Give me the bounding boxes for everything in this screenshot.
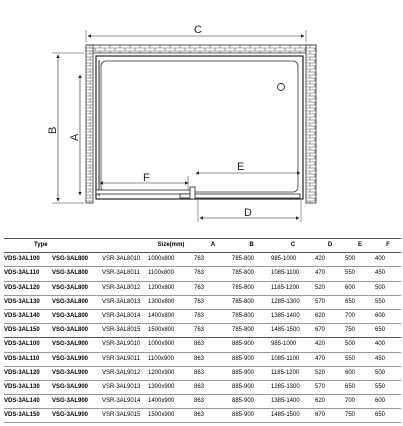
door-handle [190, 187, 195, 199]
wall-top [86, 45, 316, 53]
cell-a: 763 [194, 256, 205, 263]
cell-d: 620 [315, 313, 326, 320]
cell-b: 785-800 [232, 256, 255, 263]
cell-model-vds: VDS-3AL100 [4, 341, 40, 348]
cell-e: 600 [345, 284, 356, 291]
cell-model-vsr: VSR-3AL8014 [102, 313, 141, 320]
table-header-row [4, 239, 401, 253]
cell-c: 1185-1200 [271, 284, 300, 291]
cell-d: 570 [315, 383, 326, 390]
cell-size: 1200x800 [148, 284, 175, 291]
cell-e: 500 [345, 341, 356, 348]
table-row [4, 253, 401, 267]
fixed-glass-panel [96, 190, 194, 194]
table-row [4, 409, 401, 423]
cell-d: 520 [315, 369, 326, 376]
cell-model-vds: VDS-3AL150 [4, 327, 40, 334]
cell-model-vsr: VSR-3AL8011 [102, 270, 140, 277]
cell-model-vsr: VSR-3AL8013 [102, 298, 141, 305]
cell-size: 1100x900 [148, 355, 174, 362]
cell-model-vds: VDS-3AL100 [4, 256, 40, 263]
cell-model-vds: VDS-3AL130 [4, 298, 40, 305]
table-row [4, 295, 401, 309]
dim-f-label: F [143, 172, 150, 184]
header-b: B [249, 242, 254, 249]
header-d: D [327, 242, 333, 249]
header-f: F [386, 242, 390, 249]
dim-d-label: D [244, 207, 252, 219]
header-a: A [210, 242, 216, 249]
cell-a: 863 [194, 383, 205, 390]
cell-a: 763 [194, 298, 205, 305]
table-row [4, 281, 401, 295]
cell-model-vds: VDS-3AL130 [4, 383, 40, 390]
cell-model-vsg: VSG-3AL900 [52, 383, 89, 390]
cell-b: 885-900 [232, 369, 255, 376]
header-blank-2 [102, 239, 148, 253]
header-blank-1 [52, 239, 102, 253]
cell-model-vds: VDS-3AL140 [4, 398, 40, 405]
cell-a: 863 [194, 355, 205, 362]
cell-model-vsg: VSG-3AL800 [52, 313, 89, 320]
cell-model-vsg: VSG-3AL900 [52, 398, 89, 405]
cell-b: 885-900 [232, 383, 255, 390]
table-row [4, 395, 401, 409]
cell-c: 985-1000 [271, 341, 297, 348]
cell-c: 985-1000 [271, 256, 297, 263]
cell-a: 863 [194, 341, 205, 348]
cell-size: 1300x800 [148, 298, 175, 305]
cell-model-vsr: VSR-3AL8015 [102, 327, 141, 334]
cell-d: 620 [315, 398, 326, 405]
cell-a: 763 [194, 313, 205, 320]
cell-f: 500 [375, 284, 386, 291]
cell-e: 500 [345, 256, 356, 263]
table-row [4, 366, 401, 380]
cell-f: 450 [375, 270, 386, 277]
cell-e: 700 [345, 398, 356, 405]
dim-b-label: B [47, 126, 59, 134]
cell-a: 763 [194, 284, 205, 291]
cell-model-vsr: VSR-3AL8010 [102, 256, 141, 263]
cell-model-vsg: VSG-3AL800 [52, 284, 89, 291]
cell-c: 1285-1300 [271, 383, 300, 390]
cell-f: 650 [375, 327, 386, 334]
cell-model-vsg: VSG-3AL800 [52, 270, 89, 277]
cell-e: 750 [345, 327, 356, 334]
cell-model-vsr: VSR-3AL9015 [102, 412, 141, 419]
cell-d: 670 [315, 327, 326, 334]
cell-f: 400 [375, 341, 386, 348]
cell-c: 1385-1400 [271, 313, 300, 320]
shower-tray-inner [101, 61, 298, 192]
dim-e-label: E [237, 161, 245, 173]
cell-model-vsr: VSR-3AL9011 [102, 355, 140, 362]
cell-f: 550 [375, 383, 386, 390]
cell-b: 785-800 [232, 284, 255, 291]
table-row [4, 324, 401, 338]
cell-a: 863 [194, 398, 205, 405]
cell-e: 650 [345, 383, 356, 390]
cell-e: 750 [345, 412, 356, 419]
cell-model-vsg: VSG-3AL800 [52, 327, 89, 334]
cell-d: 670 [315, 412, 326, 419]
cell-model-vsg: VSG-3AL900 [52, 369, 89, 376]
cell-f: 500 [375, 369, 386, 376]
cell-f: 600 [375, 398, 386, 405]
cell-e: 700 [345, 313, 356, 320]
cell-e: 650 [345, 298, 356, 305]
cell-model-vds: VDS-3AL120 [4, 284, 40, 291]
specification-table [4, 238, 401, 423]
cell-c: 1285-1300 [271, 298, 300, 305]
cell-d: 420 [315, 256, 326, 263]
cell-b: 785-800 [232, 313, 255, 320]
cell-model-vsg: VSG-3AL800 [52, 256, 89, 263]
cell-model-vds: VDS-3AL140 [4, 313, 40, 320]
sliding-door-glass [180, 194, 300, 198]
cell-size: 1400x800 [148, 313, 175, 320]
cell-size: 1300x900 [148, 383, 175, 390]
cell-size: 1100x800 [148, 270, 174, 277]
cell-model-vsg: VSG-3AL800 [52, 298, 89, 305]
cell-b: 885-900 [232, 398, 255, 405]
wall-right [306, 45, 316, 203]
cell-model-vds: VDS-3AL120 [4, 369, 40, 376]
cell-size: 1500x800 [148, 327, 175, 334]
cell-c: 1185-1200 [271, 369, 300, 376]
cell-a: 863 [194, 369, 205, 376]
cell-model-vds: VDS-3AL110 [4, 270, 40, 277]
cell-size: 1000x900 [148, 341, 175, 348]
cell-c: 1085-1100 [271, 270, 300, 277]
table-row [4, 267, 401, 281]
drain-icon [278, 84, 285, 91]
cell-model-vsr: VSR-3AL9013 [102, 383, 141, 390]
cell-c: 1385-1400 [271, 398, 300, 405]
shower-tray-outer [96, 56, 303, 199]
cell-b: 785-800 [232, 327, 255, 334]
header-c: C [290, 242, 296, 249]
cell-size: 1400x900 [148, 398, 175, 405]
cell-model-vsr: VSR-3AL9012 [102, 369, 141, 376]
cell-d: 570 [315, 298, 326, 305]
cell-model-vds: VDS-3AL150 [4, 412, 40, 419]
table-row [4, 309, 401, 323]
wall-left [86, 45, 93, 203]
header-e: E [357, 242, 362, 249]
cell-model-vsr: VSR-3AL8012 [102, 284, 141, 291]
cell-d: 420 [315, 341, 326, 348]
cell-model-vds: VDS-3AL110 [4, 355, 40, 362]
cell-e: 600 [345, 369, 356, 376]
cell-b: 885-900 [232, 355, 255, 362]
table-row [4, 338, 401, 352]
table-row [4, 352, 401, 366]
cell-size: 1500x900 [148, 412, 175, 419]
cell-d: 520 [315, 284, 326, 291]
cell-model-vsr: VSR-3AL9014 [102, 398, 141, 405]
cell-c: 1485-1500 [271, 327, 300, 334]
cell-f: 650 [375, 412, 386, 419]
cell-model-vsg: VSG-3AL900 [52, 412, 89, 419]
cell-a: 863 [194, 412, 205, 419]
cell-b: 885-900 [232, 341, 255, 348]
cell-e: 550 [345, 270, 356, 277]
cell-c: 1485-1500 [271, 412, 300, 419]
cell-e: 550 [345, 355, 356, 362]
cell-b: 885-900 [232, 412, 255, 419]
cell-b: 785-800 [232, 298, 255, 305]
cell-f: 600 [375, 313, 386, 320]
cell-a: 763 [194, 327, 205, 334]
dim-c-label: C [194, 24, 202, 36]
table-row [4, 380, 401, 394]
cell-model-vsg: VSG-3AL900 [52, 341, 89, 348]
cell-f: 450 [375, 355, 386, 362]
cell-c: 1085-1100 [271, 355, 300, 362]
cell-a: 763 [194, 270, 205, 277]
cell-f: 400 [375, 256, 386, 263]
cell-model-vsr: VSR-3AL9010 [102, 341, 141, 348]
cell-size: 1200x900 [148, 369, 175, 376]
header-size: Size(mm) [157, 242, 185, 249]
cell-b: 785-800 [232, 270, 255, 277]
cell-f: 550 [375, 298, 386, 305]
cell-d: 470 [315, 355, 326, 362]
cell-size: 1000x800 [148, 256, 175, 263]
header-type: Type [34, 242, 48, 249]
cell-d: 470 [315, 270, 326, 277]
cell-model-vsg: VSG-3AL900 [52, 355, 89, 362]
dim-a-label: A [69, 133, 81, 141]
